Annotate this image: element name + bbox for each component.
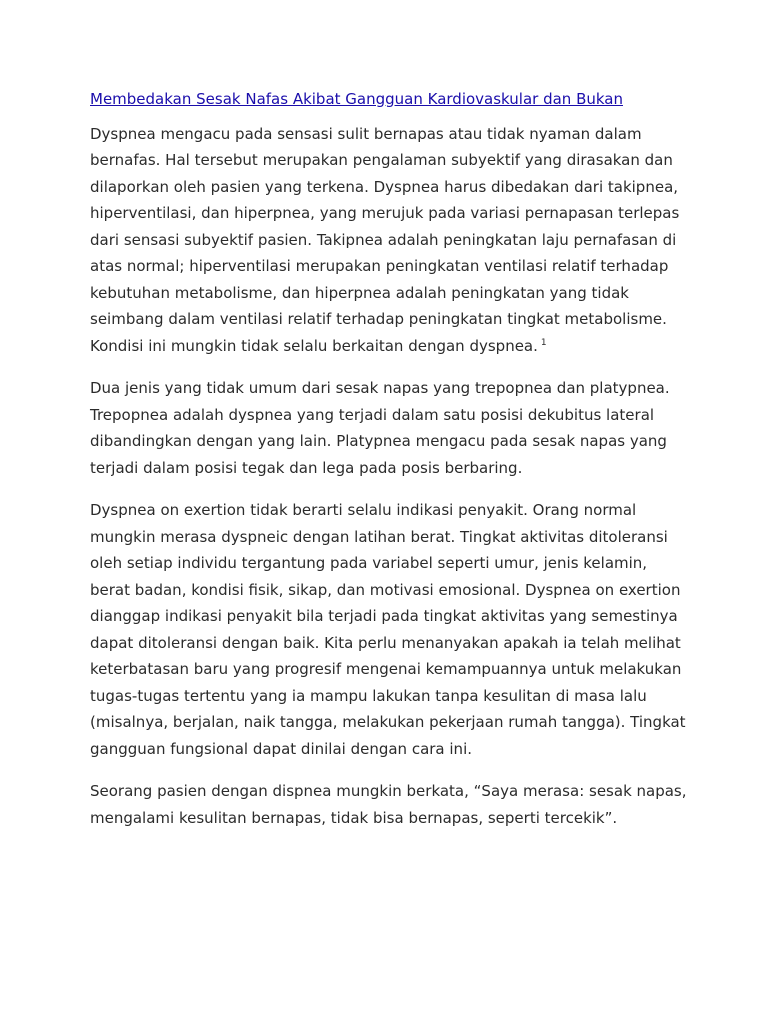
document-page [90,86,690,847]
paragraph-patient-description [90,778,690,831]
paragraph-text: Seorang pasien dengan dispnea mungkin berkata, “Saya merasa: sesak napas, mengalami kesulitan bernapas, tidak bisa bernapas, seperti tercekik”. [90,782,687,827]
article-title [90,86,690,113]
paragraph-trepopnea-platypnea [90,375,690,481]
paragraph-text: Dua jenis yang tidak umum dari sesak napas yang trepopnea dan platypnea. Trepopnea adalah dyspnea yang terjadi dalam satu posisi dekubitus lateral dibandingkan dengan yang lain. Platypnea mengacu pada sesak napas yang terjadi dalam posisi tegak dan lega pada posis berbaring. [90,379,670,477]
article-title-link[interactable]: Membedakan Sesak Nafas Akibat Gangguan Kardiovaskular dan Bukan [90,90,623,108]
paragraph-text: Dyspnea mengacu pada sensasi sulit bernapas atau tidak nyaman dalam bernafas. Hal tersebut merupakan pengalaman subyektif yang dirasakan dan dilaporkan oleh pasien yang terkena. Dyspnea harus dibedakan dari takipnea, hiperventilasi, dan hiperpnea, yang merujuk pada variasi pernapasan terlepas dari sensasi subyektif pasien. Takipnea adalah peningkatan laju pernafasan di atas normal; hiperventilasi merupakan peningkatan ventilasi relatif terhadap kebutuhan metabolisme, dan hiperpnea adalah peningkatan yang tidak seimbang dalam ventilasi relatif terhadap peningkatan tingkat metabolisme. Kondisi ini mungkin tidak selalu berkaitan dengan dyspnea. [90,124,680,355]
paragraph-dyspnea-on-exertion [90,497,690,762]
footnote-reference[interactable]: 1 [540,337,547,348]
paragraph-dyspnea-definition [90,121,690,360]
paragraph-text: Dyspnea on exertion tidak berarti selalu indikasi penyakit. Orang normal mungkin merasa dyspneic dengan latihan berat. Tingkat aktivitas ditoleransi oleh setiap individu tergantung pada variabel seperti umur, jenis kelamin, berat badan, kondisi fisik, sikap, dan motivasi emosional. Dyspnea on exertion dianggap indikasi penyakit bila terjadi pada tingkat aktivitas yang semestinya dapat ditoleransi dengan baik. Kita perlu menanyakan apakah ia telah melihat keterbatasan baru yang progresif mengenai kemampuannya untuk melakukan tugas-tugas tertentu yang ia mampu lakukan tanpa kesulitan di masa lalu (misalnya, berjalan, naik tangga, melakukan pekerjaan rumah tangga). Tingkat gangguan fungsional dapat dinilai dengan cara ini. [90,501,686,758]
